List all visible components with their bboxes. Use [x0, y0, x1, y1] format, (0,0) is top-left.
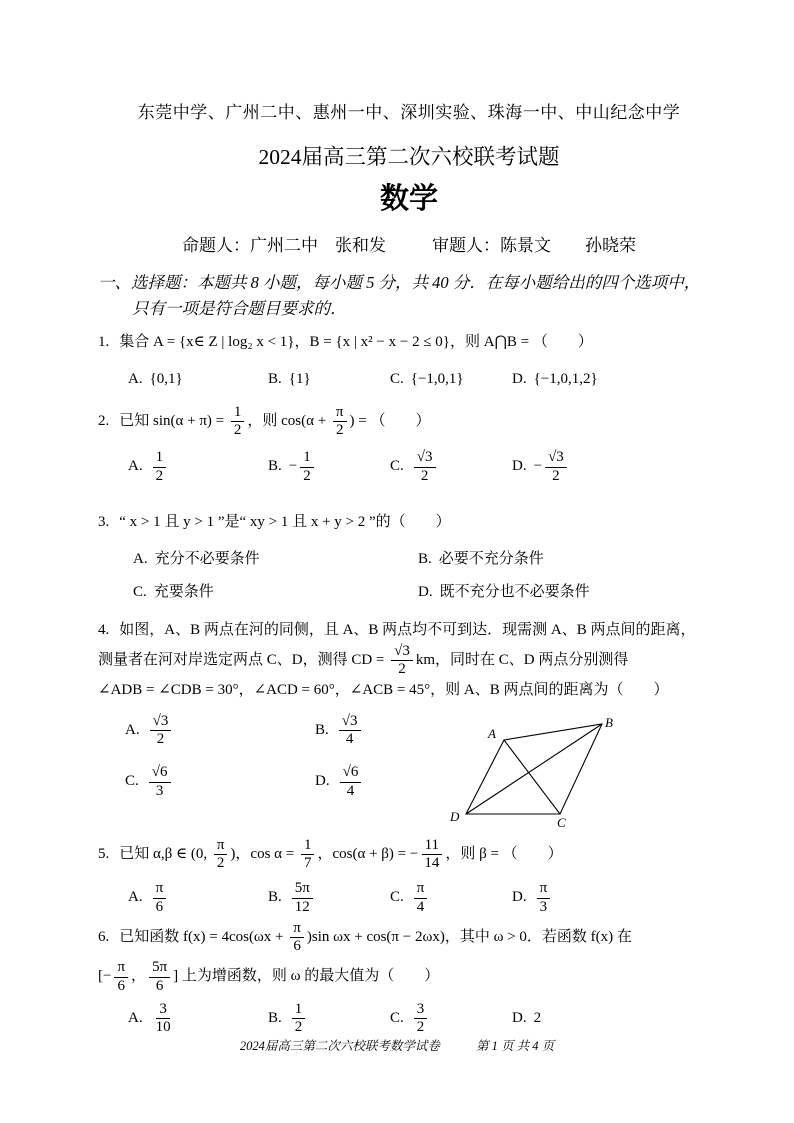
- stem-text: 集合 A = {x∈ Z | log₂ x < 1}，B = {x | x² − x − 2 ≤ 0}，则 A⋂B = （ ）: [119, 333, 593, 350]
- fraction-denominator: 2: [335, 422, 344, 439]
- option-label: B.: [268, 1009, 282, 1026]
- question-4-stem-line3: [98, 679, 720, 702]
- q6-option-c: [390, 1000, 512, 1038]
- fraction-numerator: π: [290, 920, 304, 938]
- fraction: [153, 449, 167, 485]
- question-5: [98, 836, 720, 917]
- fraction-denominator: 14: [424, 855, 440, 872]
- q5-option-c: [390, 879, 512, 917]
- q3-option-b: [418, 548, 720, 571]
- stem-text: ，则 β = （ ）: [445, 845, 563, 862]
- fraction-numerator: √3: [391, 643, 413, 661]
- q4-option-a: [125, 712, 315, 750]
- q1-option-c: [390, 368, 512, 391]
- question-number: 5.: [98, 845, 110, 862]
- fraction-numerator: 3: [414, 1001, 428, 1019]
- option-value: 必要不充分条件: [438, 551, 544, 568]
- stem-text: [−: [98, 968, 112, 985]
- stem-text: ，: [131, 968, 147, 985]
- fraction: [339, 713, 361, 749]
- option-label: D.: [512, 371, 527, 388]
- question-number: 4.: [98, 622, 110, 639]
- option-value: {−1,0,1,2}: [533, 371, 598, 388]
- question-number: 3.: [98, 513, 110, 530]
- figure-label-b: B: [605, 714, 613, 730]
- fraction-numerator: π: [214, 837, 228, 855]
- q4-option-c: [125, 763, 315, 801]
- fraction-denominator: 6: [155, 977, 164, 994]
- q2-option-b: [268, 448, 390, 486]
- option-label: A.: [128, 458, 143, 475]
- stem-text: ，cos(α + β) = −: [317, 845, 419, 862]
- authors-line: [98, 231, 720, 256]
- fraction-denominator: 7: [303, 855, 312, 872]
- stem-text: )，cos α =: [230, 845, 298, 862]
- q3-option-a: [133, 548, 418, 571]
- proposer-text: 命题人：广州二中 张和发: [182, 236, 386, 255]
- stem-text: ) = （ ）: [349, 412, 431, 429]
- fraction-denominator: 4: [416, 898, 425, 915]
- fraction: [231, 404, 245, 440]
- page-footer: [0, 1036, 794, 1054]
- option-label: D.: [512, 889, 527, 906]
- section-heading-line1: 一、选择题：本题共 8 小题，每小题 5 分，共 40 分．在每小题给出的四个选项中，: [98, 273, 701, 292]
- option-label: A.: [133, 551, 148, 568]
- fraction-numerator: 1: [301, 837, 315, 855]
- question-4-stem-line2: [98, 642, 720, 680]
- fraction-numerator: π: [153, 880, 167, 898]
- fraction-denominator: 6: [155, 898, 164, 915]
- option-sign: −: [533, 458, 543, 475]
- question-4-answer-area: [98, 712, 720, 830]
- q1-option-a: [128, 368, 268, 391]
- question-6-stem-line2: [98, 958, 720, 996]
- fraction: [414, 880, 428, 916]
- stem-text: 已知 α,β ∈ (0,: [119, 845, 211, 862]
- option-label: A.: [128, 1009, 143, 1026]
- question-number: 2.: [98, 412, 110, 429]
- option-label: B.: [315, 721, 329, 738]
- fraction-numerator: √3: [339, 713, 361, 731]
- q5-option-a: [128, 879, 268, 917]
- question-5-stem: [98, 836, 720, 874]
- footer-page-number: 第 1 页 共 4 页: [475, 1039, 555, 1053]
- q5-option-b: [268, 879, 390, 917]
- stem-text: ∠ADB = ∠CDB = 30°，∠ACD = 60°，∠ACB = 45°，则 A、B 两点间的距离为（ ）: [98, 682, 669, 699]
- fraction-denominator: 12: [294, 898, 310, 915]
- fraction-denominator: 4: [345, 731, 354, 748]
- fraction: [153, 880, 167, 916]
- fraction-denominator: 2: [233, 422, 242, 439]
- fraction-numerator: √6: [340, 764, 362, 782]
- question-6-options: [128, 1000, 720, 1038]
- fraction: [150, 713, 172, 749]
- option-value: {0,1}: [149, 371, 183, 388]
- fraction-numerator: √3: [414, 449, 436, 467]
- fraction-numerator: √3: [545, 449, 567, 467]
- fraction: [414, 1001, 428, 1037]
- fraction-numerator: 1: [231, 404, 245, 422]
- fraction: [340, 764, 362, 800]
- q1-option-d: [512, 368, 598, 391]
- fraction-numerator: 1: [153, 449, 167, 467]
- option-label: C.: [125, 773, 139, 790]
- option-label: C.: [133, 583, 147, 600]
- fraction: [545, 449, 567, 485]
- fraction-denominator: 2: [398, 661, 406, 678]
- q6-option-d: [512, 1007, 541, 1030]
- q3-option-d: [418, 581, 720, 604]
- fraction-denominator: 2: [156, 731, 165, 748]
- q2-option-c: [390, 448, 512, 486]
- question-1-stem: [98, 331, 720, 354]
- fraction-denominator: 2: [303, 467, 311, 484]
- question-6-stem-line1: [98, 919, 720, 957]
- fraction: [301, 837, 315, 873]
- question-3: [98, 511, 720, 604]
- option-label: A.: [125, 721, 140, 738]
- fraction-denominator: 2: [416, 1019, 425, 1036]
- fraction-numerator: π: [537, 880, 551, 898]
- option-label: C.: [390, 889, 404, 906]
- option-value: 充要条件: [153, 583, 214, 600]
- option-label: B.: [268, 889, 282, 906]
- q5-option-d: [512, 879, 553, 917]
- fraction-numerator: 1: [292, 1001, 306, 1019]
- option-sign: −: [288, 458, 298, 475]
- fraction-numerator: √3: [150, 713, 172, 731]
- option-label: D.: [418, 583, 433, 600]
- question-1: [98, 331, 720, 391]
- option-label: B.: [268, 371, 282, 388]
- question-3-stem: [98, 511, 720, 534]
- fraction-numerator: 1: [300, 449, 314, 467]
- fraction: [149, 959, 170, 995]
- reviewer-text: 审题人：陈景文 孙晓荣: [432, 236, 636, 255]
- stem-text: 已知 sin(α + π) =: [119, 412, 228, 429]
- fraction-denominator: 2: [552, 467, 560, 484]
- question-6: [98, 919, 720, 1038]
- question-2-options: [128, 448, 720, 486]
- option-label: D.: [315, 773, 330, 790]
- exam-title: 2024届高三第二次六校联考试题: [258, 145, 560, 169]
- fraction-numerator: 11: [422, 837, 442, 855]
- fraction: [292, 880, 313, 916]
- q2-option-d: [512, 448, 570, 486]
- option-value: {1}: [288, 371, 311, 388]
- option-label: C.: [390, 458, 404, 475]
- option-label: B.: [418, 551, 432, 568]
- question-1-options: [128, 368, 720, 391]
- question-4-figure: [440, 714, 640, 832]
- stem-text: 测量者在河对岸选定两点 C、D，测得 CD =: [98, 651, 389, 668]
- section-heading-line2: 只有一项是符合题目要求的．: [132, 299, 347, 319]
- quadrilateral-lines: [466, 724, 602, 814]
- q3-option-c: [133, 581, 418, 604]
- option-label: D.: [512, 458, 527, 475]
- section-heading: [98, 270, 720, 323]
- fraction-numerator: 5π: [292, 880, 313, 898]
- fraction-numerator: 5π: [149, 959, 170, 977]
- fraction-denominator: 2: [294, 1019, 303, 1036]
- option-label: B.: [268, 458, 282, 475]
- fraction: [537, 880, 551, 916]
- figure-label-c: C: [557, 814, 566, 830]
- option-label: A.: [128, 889, 143, 906]
- option-value: 2: [533, 1010, 542, 1027]
- fraction-denominator: 2: [420, 467, 429, 484]
- question-4-stem-line1: [98, 619, 720, 642]
- question-2-stem: [98, 403, 720, 441]
- option-label: C.: [390, 1009, 404, 1026]
- fraction-denominator: 2: [155, 467, 164, 484]
- question-4: [98, 619, 720, 830]
- subject-title: 数学: [379, 183, 438, 215]
- fraction: [391, 643, 413, 679]
- fraction-denominator: 4: [346, 782, 355, 799]
- school-list: 东莞中学、广州二中、惠州一中、深圳实验、珠海一中、中山纪念中学: [137, 103, 681, 122]
- fraction: [114, 959, 128, 995]
- fraction-numerator: π: [414, 880, 428, 898]
- fraction: [214, 837, 228, 873]
- fraction-denominator: 6: [293, 938, 301, 955]
- fraction: [300, 449, 314, 485]
- question-number: 1.: [98, 333, 110, 350]
- option-label: C.: [390, 371, 404, 388]
- question-3-options: [133, 548, 720, 603]
- q2-option-a: [128, 448, 268, 486]
- fraction: [421, 837, 442, 873]
- option-value: {−1,0,1}: [410, 371, 464, 388]
- fraction: [149, 764, 171, 800]
- fraction: [153, 1001, 174, 1037]
- stem-text: 如图，A、B 两点在河的同侧，且 A、B 两点均不可到达．现需测 A、B 两点间的距离，: [119, 622, 696, 639]
- question-number: 6.: [98, 928, 110, 945]
- stem-text: “ x > 1 且 y > 1 ”是“ xy > 1 且 x + y > 2 ”的（ ）: [119, 513, 451, 530]
- question-2: [98, 403, 720, 486]
- fraction: [333, 404, 347, 440]
- option-label: D.: [512, 1010, 527, 1027]
- q1-option-b: [268, 368, 390, 391]
- figure-label-d: D: [450, 808, 460, 824]
- fraction-denominator: 2: [216, 855, 225, 872]
- stem-text: 已知函数 f(x) = 4cos(ωx +: [119, 928, 288, 945]
- footer-exam-name: 2024届高三第二次六校联考数学试卷: [239, 1039, 440, 1053]
- fraction-numerator: √6: [149, 764, 171, 782]
- fraction-numerator: π: [333, 404, 347, 422]
- stem-text: ] 上为增函数，则 ω 的最大值为（ ）: [173, 968, 440, 985]
- fraction-denominator: 6: [117, 977, 125, 994]
- fraction: [414, 449, 436, 485]
- option-value: 既不充分也不必要条件: [439, 583, 590, 600]
- fraction: [290, 920, 304, 956]
- question-5-options: [128, 879, 720, 917]
- fraction-denominator: 3: [155, 782, 164, 799]
- option-value: 充分不必要条件: [154, 551, 260, 568]
- fraction: [292, 1001, 306, 1037]
- fraction-denominator: 3: [539, 898, 548, 915]
- q6-option-b: [268, 1000, 390, 1038]
- stem-text: )sin ωx + cos(π − 2ωx)，其中 ω > 0．若函数 f(x) 在: [306, 928, 632, 945]
- figure-label-a: A: [488, 725, 496, 741]
- fraction-numerator: π: [114, 959, 128, 977]
- option-label: A.: [128, 371, 143, 388]
- q6-option-a: [128, 1000, 268, 1038]
- stem-text: km，同时在 C、D 两点分别测得: [415, 651, 629, 668]
- stem-text: ，则 cos(α +: [247, 412, 330, 429]
- fraction-numerator: 3: [156, 1001, 170, 1019]
- fraction-denominator: 10: [155, 1019, 171, 1036]
